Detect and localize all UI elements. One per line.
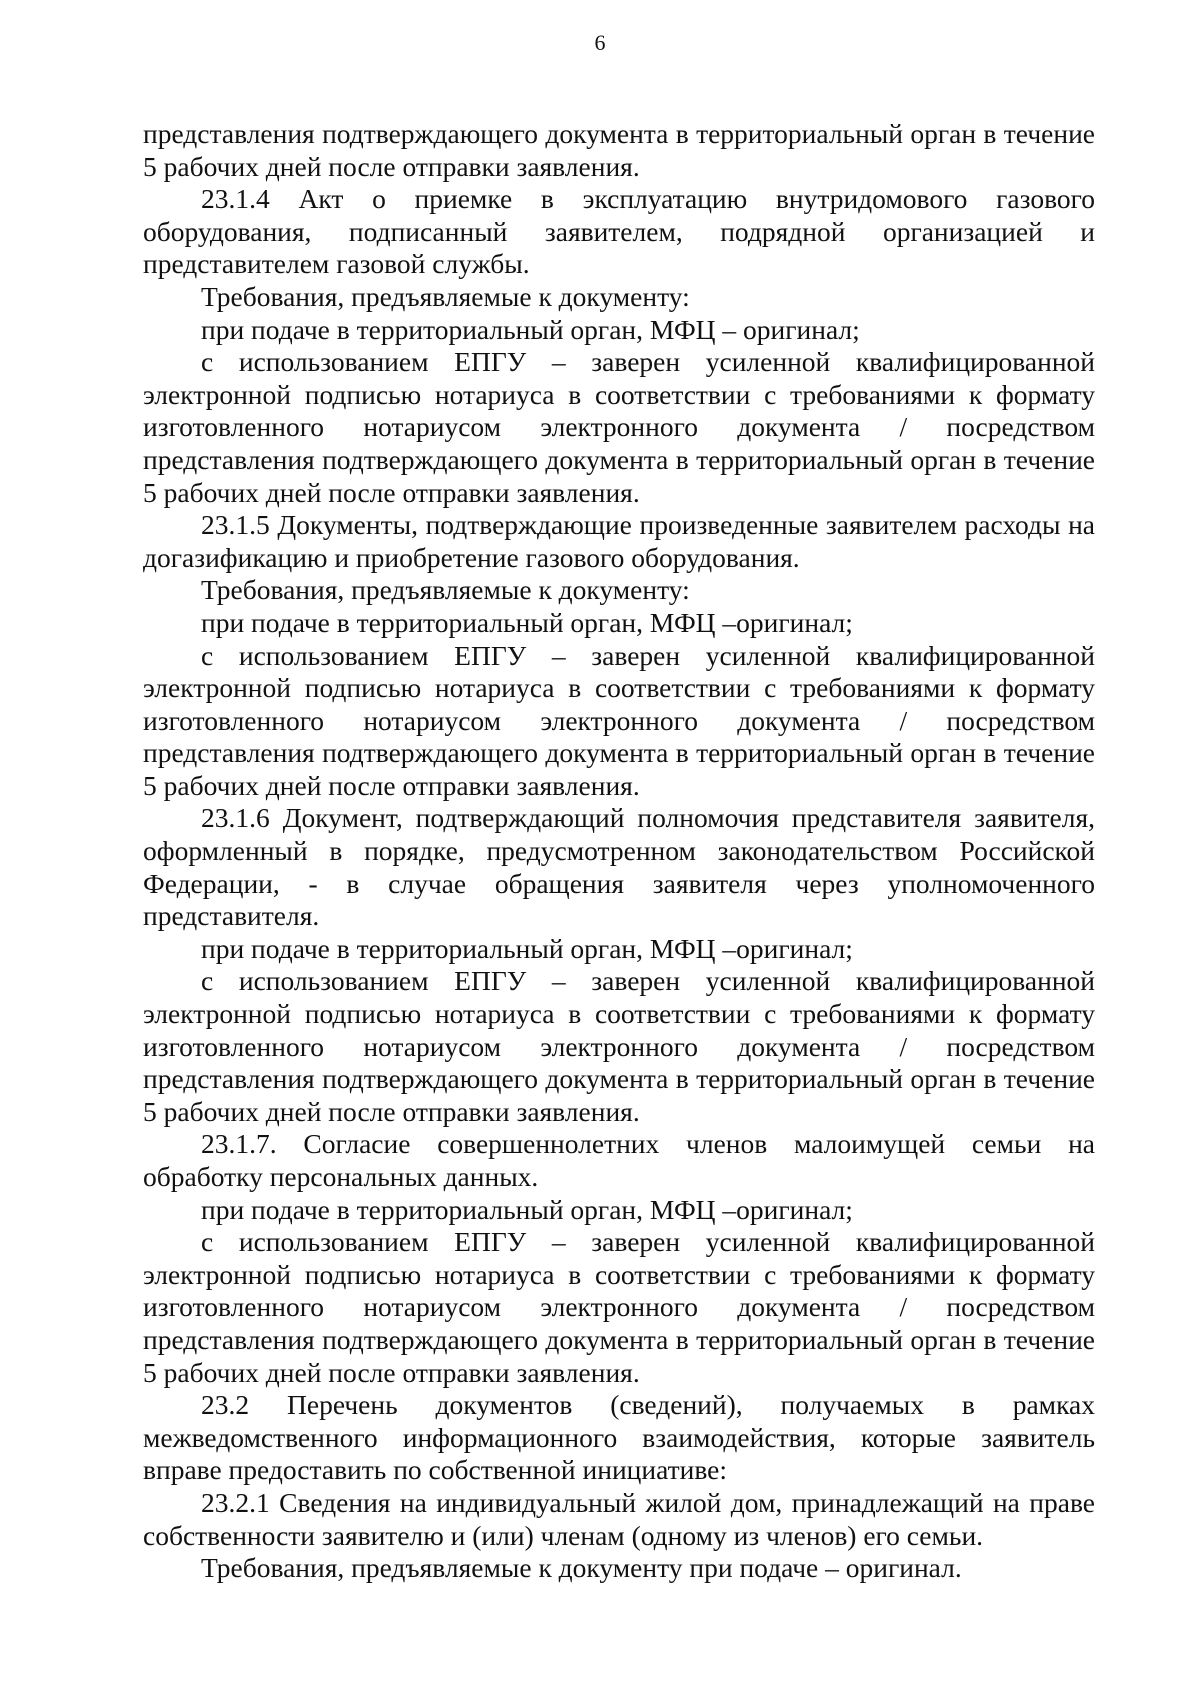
paragraph: представления подтверждающего документа в территориальный орган в течение 5 рабочих дней после отправки заявления. [143,118,1095,182]
paragraph: Требования, предъявляемые к документу: [201,574,690,606]
paragraph: с использованием ЕПГУ – заверен усиленной квалифицированной электронной подписью нотариуса в соответствии с требованиями к формату изготовленного нотариусом электронного документа / посредством представления подтверждающего документа в территориальный орган в течение 5 рабочих дней после отправки заявления. [143,346,1095,508]
document-body [143,118,1095,1585]
paragraph: при подаче в территориальный орган, МФЦ –оригинал; [201,606,853,638]
paragraph: с использованием ЕПГУ – заверен усиленной квалифицированной электронной подписью нотариуса в соответствии с требованиями к формату изготовленного нотариусом электронного документа / посредством представления подтверждающего документа в территориальный орган в течение 5 рабочих дней после отправки заявления. [143,639,1095,801]
paragraph: 23.1.7. Согласие совершеннолетних членов малоимущей семьи на обработку персональных данных. [143,1128,1095,1192]
paragraph: с использованием ЕПГУ – заверен усиленной квалифицированной электронной подписью нотариуса в соответствии с требованиями к формату изготовленного нотариусом электронного документа / посредством представления подтверждающего документа в территориальный орган в течение 5 рабочих дней после отправки заявления. [143,1226,1095,1388]
paragraph: 23.2 Перечень документов (сведений), получаемых в рамках межведомственного информационного взаимодействия, которые заявитель вправе предоставить по собственной инициативе: [143,1389,1095,1486]
paragraph: при подаче в территориальный орган, МФЦ – оригинал; [201,313,860,345]
paragraph: 23.1.6 Документ, подтверждающий полномочия представителя заявителя, оформленный в порядке, предусмотренном законодательством Российской Федерации, - в случае обращения заявителя через уполномоченного представителя. [143,802,1095,932]
paragraph: 23.1.5 Документы, подтверждающие произведенные заявителем расходы на догазификацию и приобретение газового оборудования. [143,509,1095,573]
paragraph: 23.1.4 Акт о приемке в эксплуатацию внутридомового газового оборудования, подписанный заявителем, подрядной организацией и представителем газовой службы. [143,183,1095,280]
paragraph: Требования, предъявляемые к документу: [201,280,690,312]
paragraph: с использованием ЕПГУ – заверен усиленной квалифицированной электронной подписью нотариуса в соответствии с требованиями к формату изготовленного нотариусом электронного документа / посредством представления подтверждающего документа в территориальный орган в течение 5 рабочих дней после отправки заявления. [143,965,1095,1127]
page-number: 6 [594,30,606,55]
paragraph: Требования, предъявляемые к документу при подаче – оригинал. [201,1552,962,1584]
paragraph: 23.2.1 Сведения на индивидуальный жилой дом, принадлежащий на праве собственности заявителю и (или) членам (одному из членов) его семьи. [143,1486,1095,1551]
paragraph: при подаче в территориальный орган, МФЦ –оригинал; [201,1193,853,1225]
paragraph: при подаче в территориальный орган, МФЦ –оригинал; [201,932,853,964]
